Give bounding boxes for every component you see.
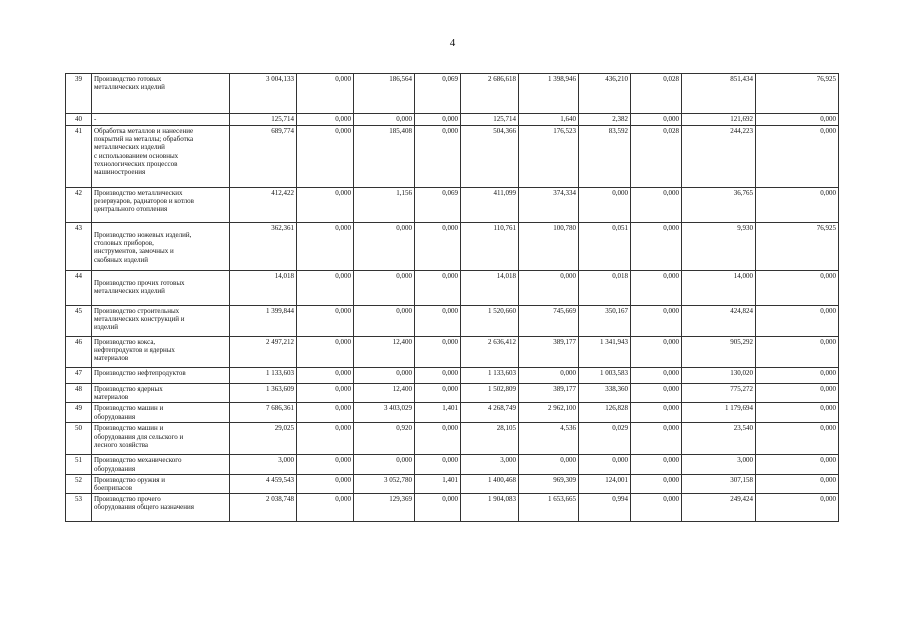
row-name: -	[92, 114, 230, 126]
value-cell: 0,000	[631, 384, 682, 403]
row-number: 40	[66, 114, 92, 126]
table-row	[66, 403, 839, 423]
value-cell: 4 459,543	[230, 474, 297, 493]
value-cell: 0,000	[297, 223, 354, 271]
value-cell: 12,400	[354, 384, 415, 403]
row-number: 43	[66, 223, 92, 271]
table-row	[66, 368, 839, 384]
value-cell: 0,000	[354, 114, 415, 126]
value-cell: 126,828	[579, 403, 631, 423]
value-cell: 0,000	[631, 188, 682, 223]
value-cell: 0,000	[354, 455, 415, 474]
row-name: Производство нефтепродуктов	[92, 368, 230, 384]
value-cell: 1 400,468	[461, 474, 519, 493]
row-name: Производство машин и оборудования	[92, 403, 230, 423]
table-row	[66, 271, 839, 306]
value-cell: 76,925	[756, 74, 839, 114]
value-cell: 0,000	[519, 271, 579, 306]
row-number: 44	[66, 271, 92, 306]
value-cell: 905,292	[682, 337, 756, 368]
value-cell: 0,000	[631, 403, 682, 423]
value-cell: 185,408	[354, 126, 415, 188]
value-cell: 0,000	[756, 114, 839, 126]
value-cell: 362,361	[230, 223, 297, 271]
value-cell: 424,824	[682, 306, 756, 337]
value-cell: 1 179,694	[682, 403, 756, 423]
value-cell: 0,000	[415, 306, 461, 337]
row-name: Производство механического оборудования	[92, 455, 230, 474]
value-cell: 0,000	[756, 306, 839, 337]
row-number: 48	[66, 384, 92, 403]
value-cell: 0,000	[415, 337, 461, 368]
value-cell: 0,000	[297, 474, 354, 493]
row-name: Производство ножевых изделий, столовых приборов, инструментов, замочных и скобяных изделий	[92, 223, 230, 271]
value-cell: 0,000	[415, 494, 461, 522]
table-row	[66, 114, 839, 126]
value-cell: 2 497,212	[230, 337, 297, 368]
value-cell: 0,994	[579, 494, 631, 522]
value-cell: 0,000	[756, 188, 839, 223]
table-row	[66, 126, 839, 188]
row-name: Производство ядерных материалов	[92, 384, 230, 403]
value-cell: 0,000	[756, 403, 839, 423]
value-cell: 0,028	[631, 74, 682, 114]
value-cell: 0,000	[297, 368, 354, 384]
row-name: Производство готовых металлических изделий	[92, 74, 230, 114]
value-cell: 0,000	[756, 423, 839, 455]
value-cell: 0,000	[297, 337, 354, 368]
value-cell: 0,000	[354, 368, 415, 384]
value-cell: 0,000	[756, 474, 839, 493]
value-cell: 0,000	[631, 306, 682, 337]
value-cell: 124,001	[579, 474, 631, 493]
table-row	[66, 337, 839, 368]
value-cell: 2 686,618	[461, 74, 519, 114]
value-cell: 389,177	[519, 337, 579, 368]
value-cell: 76,925	[756, 223, 839, 271]
value-cell: 12,400	[354, 337, 415, 368]
value-cell: 412,422	[230, 188, 297, 223]
value-cell: 1,156	[354, 188, 415, 223]
row-name: Производство прочего оборудования общего назначения	[92, 494, 230, 522]
value-cell: 504,366	[461, 126, 519, 188]
table-row	[66, 188, 839, 223]
row-number: 52	[66, 474, 92, 493]
table-row	[66, 306, 839, 337]
value-cell: 0,028	[631, 126, 682, 188]
value-cell: 0,000	[631, 368, 682, 384]
value-cell: 0,000	[297, 74, 354, 114]
value-cell: 14,018	[230, 271, 297, 306]
value-cell: 0,000	[519, 455, 579, 474]
value-cell: 0,000	[756, 271, 839, 306]
value-cell: 1 904,083	[461, 494, 519, 522]
value-cell: 851,434	[682, 74, 756, 114]
value-cell: 436,210	[579, 74, 631, 114]
value-cell: 1,401	[415, 474, 461, 493]
row-number: 50	[66, 423, 92, 455]
row-number: 41	[66, 126, 92, 188]
value-cell: 0,000	[297, 306, 354, 337]
value-cell: 1,401	[415, 403, 461, 423]
value-cell: 0,920	[354, 423, 415, 455]
value-cell: 129,369	[354, 494, 415, 522]
value-cell: 0,051	[579, 223, 631, 271]
value-cell: 176,523	[519, 126, 579, 188]
value-cell: 3 004,133	[230, 74, 297, 114]
value-cell: 0,000	[631, 337, 682, 368]
value-cell: 2 962,100	[519, 403, 579, 423]
value-cell: 83,592	[579, 126, 631, 188]
row-number: 39	[66, 74, 92, 114]
row-name: Производство машин и оборудования для сельского и лесного хозяйства	[92, 423, 230, 455]
value-cell: 0,000	[297, 423, 354, 455]
value-cell: 1 133,603	[461, 368, 519, 384]
value-cell: 1,640	[519, 114, 579, 126]
value-cell: 36,765	[682, 188, 756, 223]
table-row	[66, 384, 839, 403]
value-cell: 0,000	[631, 474, 682, 493]
value-cell: 0,000	[415, 384, 461, 403]
table-body	[66, 74, 839, 522]
value-cell: 350,167	[579, 306, 631, 337]
row-name: Производство строительных металлических конструкций и изделий	[92, 306, 230, 337]
value-cell: 0,000	[415, 423, 461, 455]
value-cell: 0,000	[756, 337, 839, 368]
value-cell: 0,000	[415, 368, 461, 384]
value-cell: 0,000	[579, 188, 631, 223]
value-cell: 374,334	[519, 188, 579, 223]
row-number: 46	[66, 337, 92, 368]
table-row	[66, 455, 839, 474]
table-row	[66, 474, 839, 493]
value-cell: 3 052,780	[354, 474, 415, 493]
table-row	[66, 494, 839, 522]
value-cell: 0,000	[297, 126, 354, 188]
value-cell: 0,000	[631, 494, 682, 522]
value-cell: 0,000	[519, 368, 579, 384]
value-cell: 1 003,583	[579, 368, 631, 384]
value-cell: 125,714	[461, 114, 519, 126]
value-cell: 0,069	[415, 188, 461, 223]
value-cell: 307,158	[682, 474, 756, 493]
value-cell: 0,000	[415, 271, 461, 306]
table-row	[66, 74, 839, 114]
value-cell: 23,540	[682, 423, 756, 455]
value-cell: 3,000	[682, 455, 756, 474]
value-cell: 14,000	[682, 271, 756, 306]
value-cell: 2 038,748	[230, 494, 297, 522]
value-cell: 130,020	[682, 368, 756, 384]
value-cell: 775,272	[682, 384, 756, 403]
value-cell: 0,000	[756, 368, 839, 384]
value-cell: 1 399,844	[230, 306, 297, 337]
table-row	[66, 423, 839, 455]
value-cell: 1 520,660	[461, 306, 519, 337]
value-cell: 1 341,943	[579, 337, 631, 368]
value-cell: 4,536	[519, 423, 579, 455]
row-name: Производство прочих готовых металлических изделий	[92, 271, 230, 306]
value-cell: 0,000	[297, 384, 354, 403]
value-cell: 0,000	[354, 306, 415, 337]
value-cell: 0,000	[631, 455, 682, 474]
value-cell: 0,000	[756, 494, 839, 522]
value-cell: 0,000	[756, 384, 839, 403]
value-cell: 249,424	[682, 494, 756, 522]
row-number: 45	[66, 306, 92, 337]
row-name: Производство кокса, нефтепродуктов и ядерных материалов	[92, 337, 230, 368]
value-cell: 0,000	[631, 271, 682, 306]
value-cell: 411,099	[461, 188, 519, 223]
value-cell: 0,000	[631, 114, 682, 126]
value-cell: 1 502,809	[461, 384, 519, 403]
value-cell: 0,000	[631, 423, 682, 455]
value-cell: 14,018	[461, 271, 519, 306]
value-cell: 745,669	[519, 306, 579, 337]
page-number: 4	[449, 37, 456, 49]
value-cell: 1 133,603	[230, 368, 297, 384]
value-cell: 9,930	[682, 223, 756, 271]
value-cell: 1 653,665	[519, 494, 579, 522]
value-cell: 2 636,412	[461, 337, 519, 368]
value-cell: 0,000	[631, 223, 682, 271]
value-cell: 0,000	[297, 403, 354, 423]
value-cell: 0,000	[415, 223, 461, 271]
value-cell: 0,000	[756, 455, 839, 474]
row-number: 47	[66, 368, 92, 384]
value-cell: 0,000	[354, 271, 415, 306]
table-row	[66, 223, 839, 271]
value-cell: 125,714	[230, 114, 297, 126]
value-cell: 1 398,946	[519, 74, 579, 114]
row-number: 53	[66, 494, 92, 522]
value-cell: 28,105	[461, 423, 519, 455]
value-cell: 186,564	[354, 74, 415, 114]
value-cell: 2,382	[579, 114, 631, 126]
value-cell: 3 403,029	[354, 403, 415, 423]
value-cell: 0,000	[297, 188, 354, 223]
value-cell: 1 363,609	[230, 384, 297, 403]
row-name: Производство оружия и боеприпасов	[92, 474, 230, 493]
value-cell: 3,000	[230, 455, 297, 474]
data-table	[65, 73, 839, 522]
value-cell: 0,018	[579, 271, 631, 306]
value-cell: 100,780	[519, 223, 579, 271]
value-cell: 0,000	[579, 455, 631, 474]
value-cell: 0,000	[354, 223, 415, 271]
value-cell: 29,025	[230, 423, 297, 455]
value-cell: 0,000	[297, 494, 354, 522]
value-cell: 0,000	[415, 455, 461, 474]
value-cell: 969,309	[519, 474, 579, 493]
value-cell: 7 686,361	[230, 403, 297, 423]
value-cell: 4 268,749	[461, 403, 519, 423]
value-cell: 0,000	[297, 114, 354, 126]
value-cell: 389,177	[519, 384, 579, 403]
value-cell: 244,223	[682, 126, 756, 188]
row-name: Производство металлических резервуаров, радиаторов и котлов центрального отопления	[92, 188, 230, 223]
value-cell: 121,692	[682, 114, 756, 126]
value-cell: 338,360	[579, 384, 631, 403]
row-number: 49	[66, 403, 92, 423]
value-cell: 0,000	[415, 114, 461, 126]
value-cell: 0,000	[415, 126, 461, 188]
value-cell: 0,000	[297, 455, 354, 474]
value-cell: 689,774	[230, 126, 297, 188]
value-cell: 110,761	[461, 223, 519, 271]
row-name: Обработка металлов и нанесение покрытий на металлы; обработка металлических изделий с использованием основных технологических процессов машиностроения	[92, 126, 230, 188]
value-cell: 0,000	[756, 126, 839, 188]
row-number: 51	[66, 455, 92, 474]
value-cell: 0,029	[579, 423, 631, 455]
row-number: 42	[66, 188, 92, 223]
value-cell: 3,000	[461, 455, 519, 474]
value-cell: 0,000	[297, 271, 354, 306]
value-cell: 0,069	[415, 74, 461, 114]
